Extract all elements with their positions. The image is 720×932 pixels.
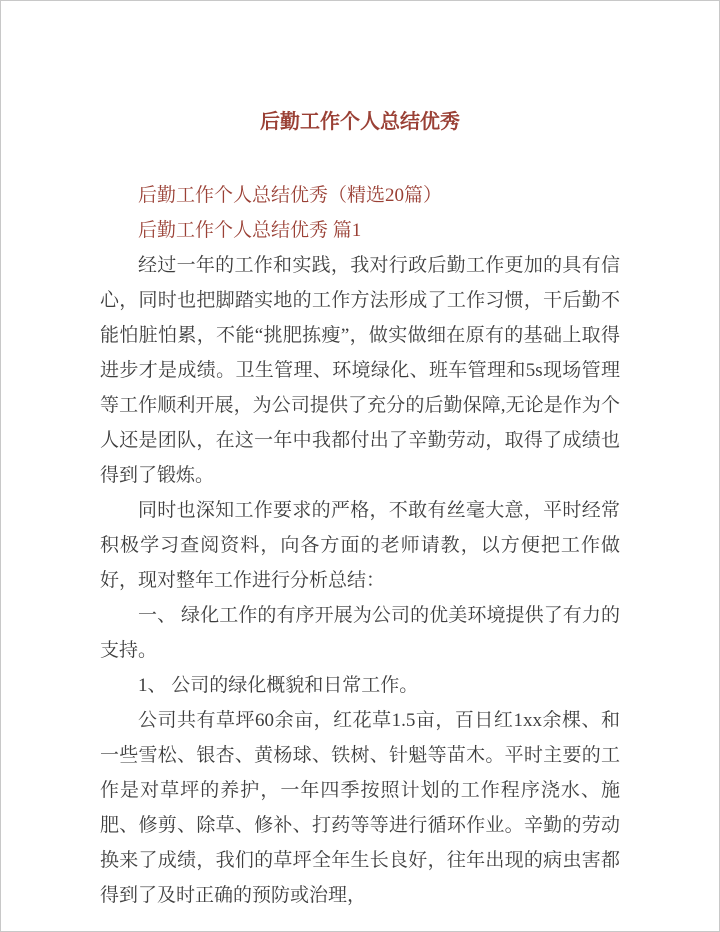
- paragraph: 公司共有草坪60余亩，红花草1.5亩，百日红1xx余棵、和一些雪松、银杏、黄杨球、铁树、针魁等苗木。平时主要的工作是对草坪的养护，一年四季按照计划的工作程序浇水、施肥、修剪、除草、修补、打药等等进行循环作业。辛勤的劳动换来了成绩，我们的草坪全年生长良好，往年出现的病虫害都得到了及时正确的预防或治理，: [100, 710, 620, 906]
- document-title: 后勤工作个人总结优秀: [260, 111, 460, 133]
- paragraph: 同时也深知工作要求的严格，不敢有丝毫大意，平时经常积极学习查阅资料，向各方面的老师请教，以方便把工作做好，现对整年工作进行分析总结：: [100, 500, 620, 591]
- paragraph: 经过一年的工作和实践，我对行政后勤工作更加的具有信心，同时也把脚踏实地的工作方法形成了工作习惯，干后勤不能怕脏怕累，不能“挑肥拣瘦”，做实做细在原有的基础上取得进步才是成绩。卫生管理、环境绿化、班车管理和5s现场管理等工作顺利开展，为公司提供了充分的后勤保障,无论是作为个人还是团队，在这一年中我都付出了辛勤劳动，取得了成绩也得到了锻炼。: [100, 255, 620, 486]
- list-heading-level1: 一、 绿化工作的有序开展为公司的优美环境提供了有力的支持。: [100, 605, 620, 661]
- doc-subtitle: 后勤工作个人总结优秀（精选20篇）: [138, 185, 443, 206]
- doc-section-heading: 后勤工作个人总结优秀 篇1: [138, 220, 362, 241]
- list-heading-level2: 1、 公司的绿化概貌和日常工作。: [138, 675, 419, 696]
